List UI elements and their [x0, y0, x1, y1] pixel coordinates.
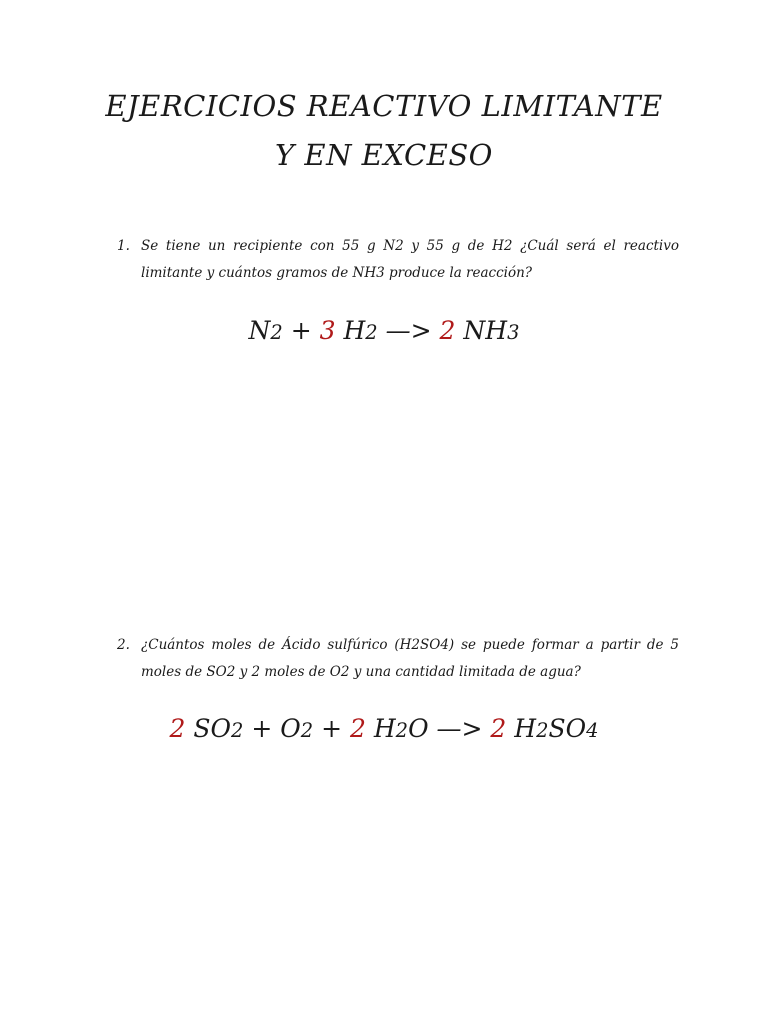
- eq1-coef-2: 3: [319, 316, 336, 345]
- eq2-arrow: —>: [428, 714, 491, 743]
- eq1-arrow: —>: [377, 316, 440, 345]
- eq2-plus-1: +: [243, 714, 281, 743]
- exercise-2-text: ¿Cuántos moles de Ácido sulfúrico (H2SO4) se puede formar a partir de 5 moles de SO2 y 2 moles de O2 y una cantidad limitada de agua?: [141, 637, 679, 680]
- eq2-term3-sub: 2: [395, 719, 409, 742]
- eq2-term4-sub2: 4: [586, 719, 599, 742]
- eq2-coef-1: 2: [169, 714, 186, 743]
- eq2-term4-so: SO: [548, 714, 587, 743]
- exercise-1: [117, 233, 679, 287]
- eq1-term1-sub: 2: [270, 321, 283, 344]
- eq1-term1: N: [248, 316, 271, 345]
- exercise-2-number: 2.: [117, 637, 130, 653]
- eq2-term3-o: O: [408, 714, 429, 743]
- eq2-term4-sub: 2: [536, 719, 549, 742]
- eq2-term2-sub: 2: [300, 719, 314, 742]
- exercise-2: [117, 632, 679, 686]
- page-title-line-2: Y EN EXCESO: [275, 138, 493, 172]
- exercise-1-text: Se tiene un recipiente con 55 g N2 y 55 g de H2 ¿Cuál será el reactivo limitante y cuántos gramos de NH3 produce la reacción?: [141, 238, 679, 281]
- eq1-plus: +: [282, 316, 320, 345]
- eq2-term3: H: [365, 714, 396, 743]
- eq1-term2: H: [335, 316, 366, 345]
- eq2-term1: SO: [185, 714, 231, 743]
- page-title-line-1: EJERCICIOS REACTIVO LIMITANTE: [105, 89, 663, 123]
- eq2-term4: H: [506, 714, 537, 743]
- eq1-term-n2: [248, 316, 282, 345]
- exercise-1-number: 1.: [117, 238, 130, 254]
- eq2-coef-4: 2: [490, 714, 507, 743]
- equation-2: [0, 716, 768, 741]
- equation-1: [0, 318, 768, 343]
- eq1-term2-sub: 2: [365, 321, 378, 344]
- eq1-coef-3: 2: [439, 316, 456, 345]
- eq1-term3: NH: [455, 316, 508, 345]
- eq1-term3-sub: 3: [507, 321, 520, 344]
- eq2-term2: O: [280, 714, 301, 743]
- eq2-term1-sub: 2: [230, 719, 244, 742]
- eq2-coef-3: 2: [349, 714, 366, 743]
- eq2-plus-2: +: [313, 714, 350, 743]
